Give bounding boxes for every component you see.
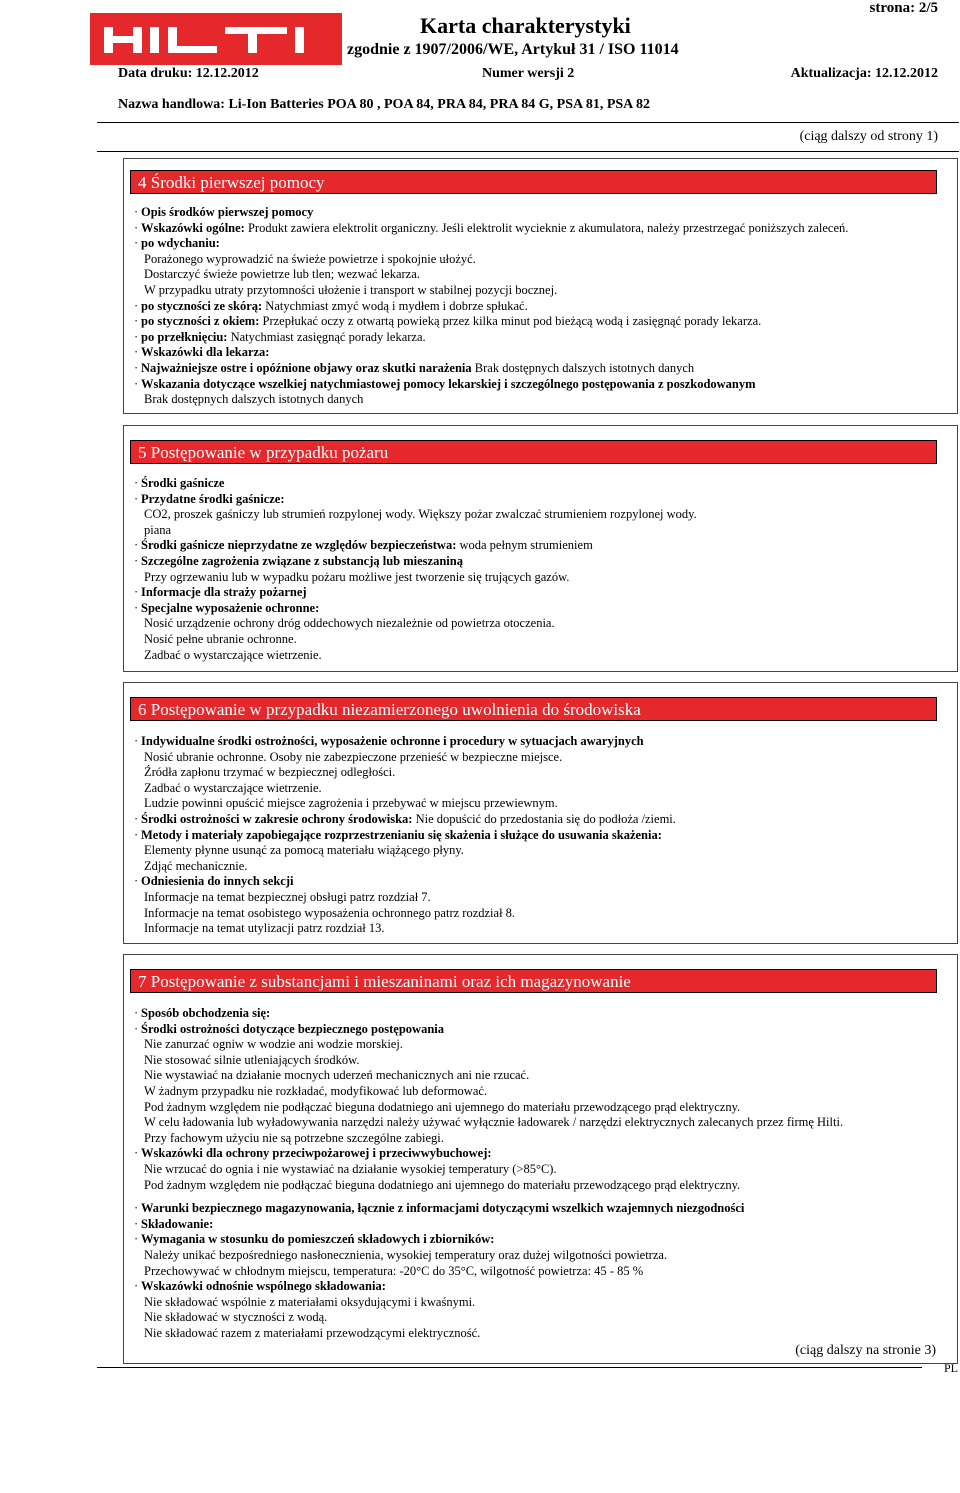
- header-divider: [97, 122, 959, 123]
- item-text: Nie wystawiać na działanie mocnych uderzeń mechanicznych ani nie rzucać.: [144, 1068, 530, 1083]
- item-text: Ludzie powinni opuścić miejsce zagrożenia i przebywać w miejscu przewiewnym.: [144, 796, 558, 811]
- trade-name: Nazwa handlowa: Li-Ion Batteries POA 80 , POA 84, PRA 84, PRA 84 G, PSA 81, PSA 82: [118, 97, 651, 112]
- item-label: Środki ostrożności dotyczące bezpiecznego postępowania: [141, 1021, 444, 1036]
- item-line: [134, 921, 947, 937]
- item-text: W żadnym przypadku nie rozkładać, modyfikować lub deformować.: [144, 1083, 488, 1098]
- item-line: [134, 828, 947, 844]
- hilti-logo: [90, 13, 342, 65]
- item-line: [134, 1053, 947, 1069]
- item-text: Przepłukać oczy z otwartą powieką przez kilka minut pod bieżącą wodą i zasięgnąć porady lekarza.: [259, 314, 762, 329]
- section-4-items: [134, 205, 947, 408]
- print-date: Data druku: 12.12.2012: [118, 66, 259, 81]
- item-text: Należy unikać bezpośredniego nasłonecznienia, wysokiej temperatury oraz dużej wilgotności powietrza.: [144, 1247, 668, 1262]
- section-7: [123, 954, 958, 1364]
- item-text: Przy ogrzewaniu lub w wypadku pożaru możliwe jest tworzenie się trujących gazów.: [144, 569, 570, 584]
- item-text: W celu ładowania lub wyładowywania narzędzi należy używać wyłącznie ładowarek / narzędzi elektrycznych zalecanych przez firmę Hilti.: [144, 1115, 844, 1130]
- item-line: [134, 1068, 947, 1084]
- item-line: [134, 221, 947, 237]
- item-label: Specjalne wyposażenie ochronne:: [141, 600, 320, 615]
- item-text: Informacje na temat bezpiecznej obsługi patrz rozdział 7.: [144, 889, 431, 904]
- item-text: Brak dostępnych dalszych istotnych danych: [471, 360, 695, 375]
- item-text: Porażonego wyprowadzić na świeże powietrze i spokojnie ułożyć.: [144, 251, 476, 266]
- item-text: Pod żadnym względem nie podłączać bieguna dodatniego ani ujemnego do materiału przewodzącego prąd elektryczny.: [144, 1099, 741, 1114]
- item-text: Brak dostępnych dalszych istotnych danych: [144, 392, 364, 407]
- item-text: Informacje na temat osobistego wyposażenia ochronnego patrz rozdział 8.: [144, 905, 516, 920]
- page-number: strona: 2/5: [869, 0, 938, 16]
- item-text: Nie stosować silnie utleniających środków.: [144, 1052, 360, 1067]
- item-text: Nosić pełne ubranie ochronne.: [144, 631, 297, 646]
- item-text: W przypadku utraty przytomności ułożenie i transport w stabilnej pozycji bocznej.: [144, 282, 558, 297]
- item-line: [134, 1326, 947, 1342]
- item-label: Odniesienia do innych sekcji: [141, 874, 294, 889]
- item-text: Nosić urządzenie ochrony dróg oddechowych niezależnie od powietrza otoczenia.: [144, 616, 555, 631]
- item-line: [134, 781, 947, 797]
- section-4: [123, 158, 958, 414]
- item-text: woda pełnym strumieniem: [456, 538, 593, 553]
- item-line: [134, 1022, 947, 1038]
- item-label: po styczności z okiem:: [141, 314, 260, 329]
- item-line: [134, 1310, 947, 1326]
- item-label: Wskazówki odnośnie wspólnego składowania:: [141, 1279, 386, 1294]
- item-line: [134, 252, 947, 268]
- document-subtitle: zgodnie z 1907/2006/WE, Artykuł 31 / ISO 11014: [347, 41, 679, 58]
- item-text: Dostarczyć świeże powietrze lub tlen; wezwać lekarza.: [144, 267, 420, 282]
- item-line: [134, 1115, 947, 1131]
- item-label: Warunki bezpiecznego magazynowania, łącznie z informacjami dotyczącymi wszelkich wzajemnych niezgodności: [141, 1201, 745, 1216]
- item-label: po styczności ze skórą:: [141, 298, 263, 313]
- update-date: Aktualizacja: 12.12.2012: [790, 66, 938, 81]
- section-7-items: [134, 1006, 947, 1341]
- divider: [97, 151, 959, 152]
- item-line: [134, 1279, 947, 1295]
- item-line: [134, 1006, 947, 1022]
- item-line: [134, 1084, 947, 1100]
- item-line: [134, 1146, 947, 1162]
- item-line: [134, 392, 947, 408]
- item-label: Środki ostrożności w zakresie ochrony środowiska:: [141, 811, 413, 826]
- section-5-items: [134, 476, 947, 663]
- footer-divider: [97, 1367, 922, 1368]
- language-code: PL: [943, 1361, 958, 1375]
- section-7-title: 7 Postępowanie z substancjami i mieszaninami oraz ich magazynowanie: [130, 969, 937, 993]
- item-text: Natychmiast zmyć wodą i mydłem i dobrze spłukać.: [262, 298, 528, 313]
- item-line: [134, 507, 947, 523]
- item-text: Nie składować razem z materiałami przewodzącymi elektryczność.: [144, 1325, 481, 1340]
- item-line: [134, 314, 947, 330]
- version-number: Numer wersji 2: [482, 66, 575, 81]
- spacer: [134, 1193, 947, 1201]
- item-line: [134, 554, 947, 570]
- item-label: Wskazówki dla lekarza:: [141, 345, 270, 360]
- item-label: Składowanie:: [141, 1216, 214, 1231]
- item-text: Nie składować w styczności z wodą.: [144, 1310, 328, 1325]
- item-line: [134, 601, 947, 617]
- item-line: [134, 492, 947, 508]
- item-line: [134, 330, 947, 346]
- item-line: [134, 377, 947, 393]
- item-text: CO2, proszek gaśniczy lub strumień rozpylonej wody. Większy pożar zwalczać strumieniem rozpylonej wody.: [144, 507, 697, 522]
- item-line: [134, 1037, 947, 1053]
- item-line: [134, 1295, 947, 1311]
- item-label: Najważniejsze ostre i opóźnione objawy oraz skutki narażenia: [141, 360, 472, 375]
- item-line: [134, 906, 947, 922]
- item-line: [134, 267, 947, 283]
- item-label: Indywidualne środki ostrożności, wyposażenie ochronne i procedury w sytuacjach awaryjnych: [141, 734, 644, 748]
- item-text: Nie zanurzać ogniw w wodzie ani wodzie morskiej.: [144, 1037, 403, 1052]
- item-label: po przełknięciu:: [141, 329, 228, 344]
- item-line: [134, 765, 947, 781]
- item-line: [134, 585, 947, 601]
- item-label: Szczególne zagrożenia związane z substancją lub mieszaniną: [141, 553, 463, 568]
- item-label: Informacje dla straży pożarnej: [141, 585, 307, 600]
- item-line: [134, 1100, 947, 1116]
- item-text: Informacje na temat utylizacji patrz rozdział 13.: [144, 921, 385, 936]
- section-6-title: 6 Postępowanie w przypadku niezamierzonego uwolnienia do środowiska: [130, 697, 937, 721]
- item-text: Produkt zawiera elektrolit organiczny. Jeśli elektrolit wycieknie z akumulatora, należy przestrzegać poniższych zaleceń.: [244, 220, 849, 235]
- section-5: [123, 425, 958, 672]
- item-line: [134, 796, 947, 812]
- item-label: Środki gaśnicze: [141, 476, 225, 490]
- item-label: Sposób obchodzenia się:: [141, 1006, 271, 1020]
- item-label: Wskazówki dla ochrony przeciwpożarowej i przeciwwybuchowej:: [141, 1146, 492, 1161]
- item-text: Nosić ubranie ochronne. Osoby nie zabezpieczone przenieść w bezpieczne miejsce.: [144, 749, 563, 764]
- continued-on: (ciąg dalszy na stronie 3): [795, 1343, 936, 1358]
- item-line: [134, 632, 947, 648]
- item-line: [134, 1162, 947, 1178]
- item-line: [134, 874, 947, 890]
- item-text: Nie dopuścić do przedostania się do podłoża /ziemi.: [412, 811, 676, 826]
- item-text: Zadbać o wystarczające wietrzenie.: [144, 647, 322, 662]
- section-6: [123, 682, 958, 944]
- item-text: Przechowywać w chłodnym miejscu, temperatura: -20°C do 35°C, wilgotność powietrza: 45 - 85 %: [144, 1263, 644, 1278]
- item-line: [134, 345, 947, 361]
- item-text: Źródła zapłonu trzymać w bezpiecznej odległości.: [144, 765, 396, 780]
- item-line: [134, 538, 947, 554]
- item-line: [134, 859, 947, 875]
- document-title: Karta charakterystyki: [420, 13, 631, 38]
- item-line: [134, 299, 947, 315]
- item-line: [134, 1264, 947, 1280]
- item-line: [134, 476, 947, 492]
- item-line: [134, 205, 947, 221]
- section-5-title: 5 Postępowanie w przypadku pożaru: [130, 440, 937, 464]
- item-line: [134, 890, 947, 906]
- item-line: [134, 236, 947, 252]
- item-text: Zdjąć mechanicznie.: [144, 858, 248, 873]
- item-line: [134, 616, 947, 632]
- item-label: Opis środków pierwszej pomocy: [141, 205, 314, 219]
- item-label: Metody i materiały zapobiegające rozprzestrzenianiu się skażenia i służące do usuwania skażenia:: [141, 827, 662, 842]
- item-line: [134, 843, 947, 859]
- section-6-items: [134, 734, 947, 937]
- item-line: [134, 750, 947, 766]
- item-text: Natychmiast zasięgnąć porady lekarza.: [227, 329, 426, 344]
- item-line: [134, 1217, 947, 1233]
- section-4-title: 4 Środki pierwszej pomocy: [130, 170, 937, 194]
- item-line: [134, 734, 947, 750]
- item-text: Zadbać o wystarczające wietrzenie.: [144, 780, 322, 795]
- item-line: [134, 1131, 947, 1147]
- item-label: Wymagania w stosunku do pomieszczeń składowych i zbiorników:: [141, 1232, 495, 1247]
- item-line: [134, 570, 947, 586]
- item-line: [134, 523, 947, 539]
- item-text: Pod żadnym względem nie podłączać bieguna dodatniego ani ujemnego do materiału przewodzącego prąd elektryczny.: [144, 1177, 741, 1192]
- item-text: Elementy płynne usunąć za pomocą materiału wiążącego płyny.: [144, 843, 464, 858]
- item-label: Wskazania dotyczące wszelkiej natychmiastowej pomocy lekarskiej i szczególnego postępowania z poszkodowanym: [141, 376, 756, 391]
- item-label: Przydatne środki gaśnicze:: [141, 491, 285, 506]
- item-label: Środki gaśnicze nieprzydatne ze względów bezpieczeństwa:: [141, 538, 457, 553]
- item-line: [134, 1178, 947, 1194]
- item-line: [134, 648, 947, 664]
- item-text: Nie składować wspólnie z materiałami oksydującymi i kwaśnymi.: [144, 1294, 476, 1309]
- item-line: [134, 812, 947, 828]
- item-label: po wdychaniu:: [141, 236, 220, 251]
- item-text: Nie wrzucać do ognia i nie wystawiać na działanie wysokiej temperatury (>85°C).: [144, 1161, 557, 1176]
- item-line: [134, 283, 947, 299]
- item-line: [134, 1201, 947, 1217]
- item-line: [134, 1232, 947, 1248]
- item-text: piana: [144, 522, 172, 537]
- item-label: Wskazówki ogólne:: [141, 220, 245, 235]
- item-line: [134, 1248, 947, 1264]
- item-line: [134, 361, 947, 377]
- continued-from: (ciąg dalszy od strony 1): [799, 129, 938, 144]
- item-text: Przy fachowym użyciu nie są potrzebne szczególne zabiegi.: [144, 1130, 444, 1145]
